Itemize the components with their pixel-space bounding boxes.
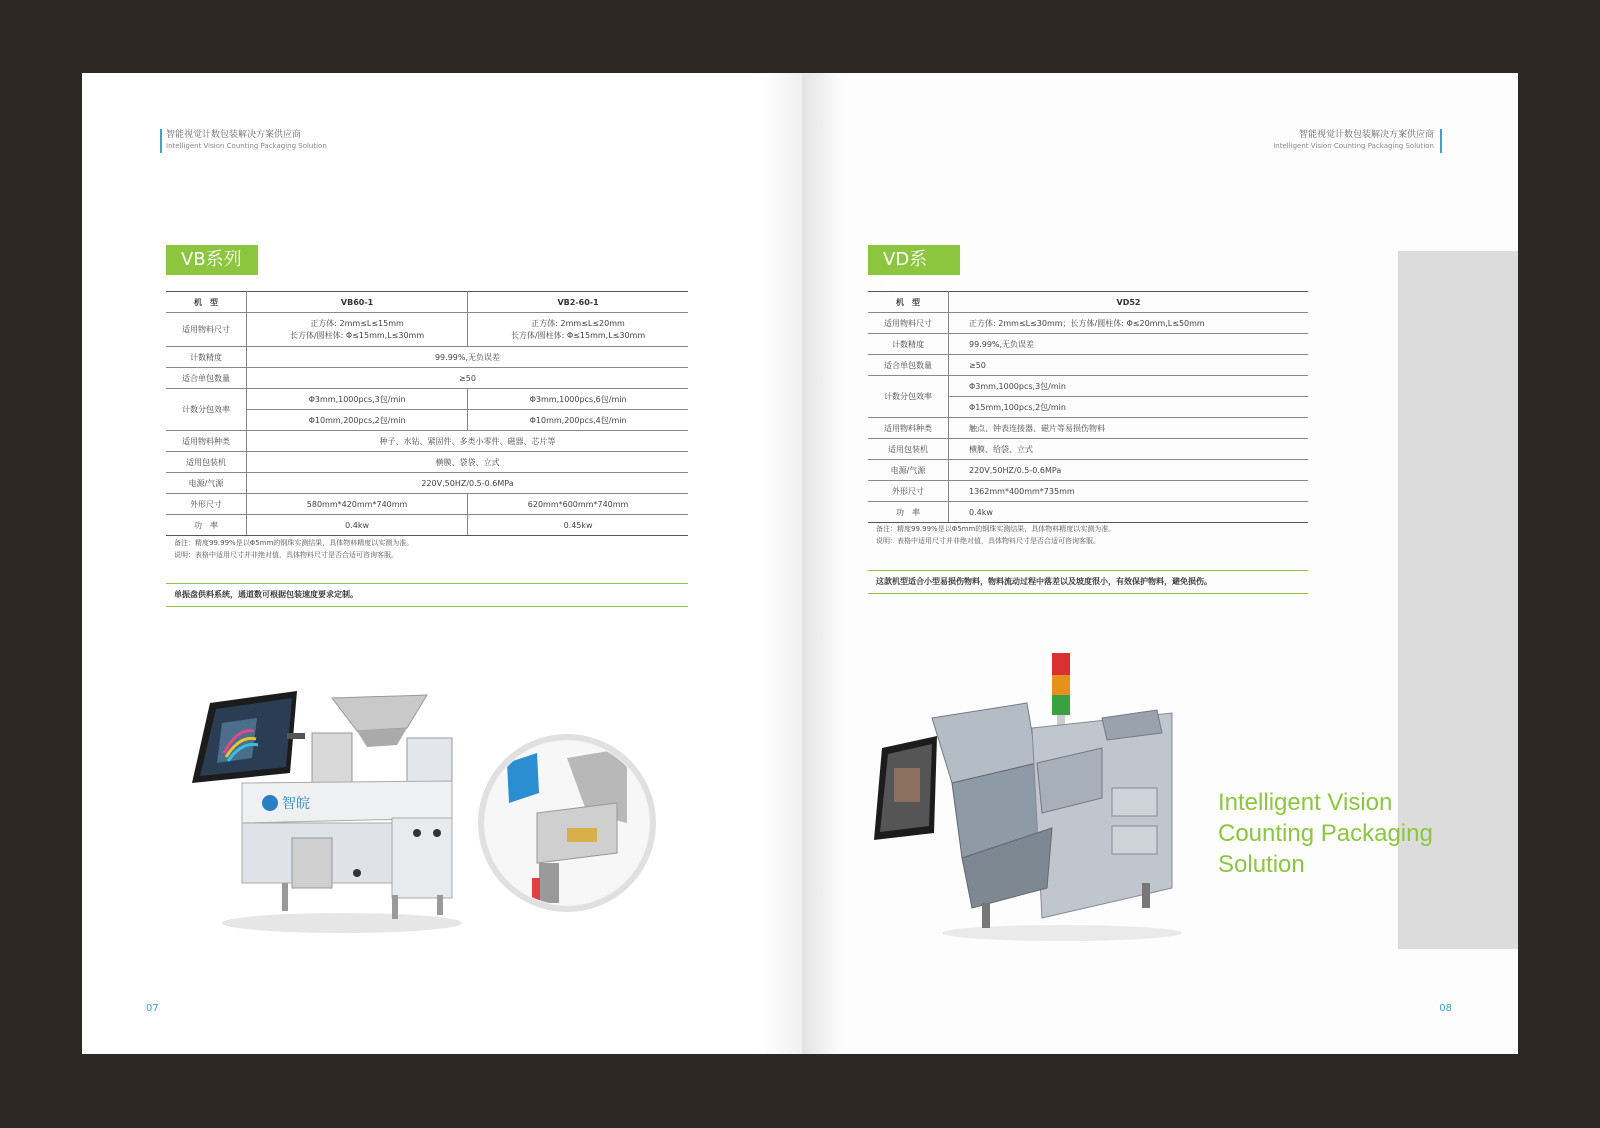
series-title: VB系列	[166, 245, 258, 275]
cell-line: 长方体/圆柱体: Φ≤15mm,L≤30mm	[289, 330, 425, 340]
table-cell: 0.4kw	[247, 515, 468, 536]
slogan-line: Counting Packaging	[1218, 820, 1433, 847]
table-cell: 580mm*420mm*740mm	[247, 494, 468, 515]
table-row	[166, 368, 688, 389]
table-cell	[247, 313, 468, 347]
table-row	[868, 334, 1308, 355]
table-cell: Φ3mm,1000pcs,3包/min	[949, 376, 1309, 397]
header-title-cn: 智能视觉计数包装解决方案供应商	[1298, 130, 1434, 140]
note-line: 说明：表格中适用尺寸并非绝对值，具体物料尺寸是否合适可咨询客服。	[876, 537, 1100, 545]
row-label: 计数分包效率	[166, 389, 247, 431]
table-row	[868, 502, 1308, 523]
note-line: 说明：表格中适用尺寸并非绝对值，具体物料尺寸是否合适可咨询客服。	[174, 551, 398, 559]
header-accent-bar	[160, 129, 162, 153]
cell-line: 正方体: 2mm≤L≤20mm	[531, 318, 625, 328]
table-row	[166, 389, 688, 410]
monitor-screen	[192, 691, 305, 783]
table-row	[166, 515, 688, 536]
spec-table	[868, 291, 1308, 523]
feature-highlight: 这款机型适合小型易损伤物料，物料流动过程中落差以及坡度很小，有效保护物料，避免损伤。	[868, 570, 1308, 594]
cell-line: 正方体: 2mm≤L≤15mm	[310, 318, 404, 328]
row-label: 外形尺寸	[868, 481, 949, 502]
row-label: 适用包装机	[166, 452, 247, 473]
row-label: 适合单包数量	[166, 368, 247, 389]
row-label: 适用物料尺寸	[166, 313, 247, 347]
table-row	[166, 494, 688, 515]
table-cell: 种子、水钻、紧固件、多类小零件、磁器、芯片等	[247, 431, 689, 452]
row-label: 计数分包效率	[868, 376, 949, 418]
table-cell: 横膜、袋袋、立式	[247, 452, 689, 473]
row-label: 适用物料种类	[868, 418, 949, 439]
right-page	[802, 73, 1518, 1054]
page-number: 07	[146, 1003, 159, 1014]
spec-table	[166, 291, 688, 536]
table-row	[166, 473, 688, 494]
slogan-line: Intelligent Vision	[1218, 789, 1393, 816]
table-cell: 0.4kw	[949, 502, 1309, 523]
brand-logo-icon	[262, 795, 278, 811]
table-cell: 0.45kw	[468, 515, 688, 536]
table-cell: 620mm*600mm*740mm	[468, 494, 688, 515]
table-cell: ≥50	[247, 368, 689, 389]
table-cell: 触点、钟表连接器、磁片等易损伤物料	[949, 418, 1309, 439]
detail-circle-image	[477, 733, 657, 913]
table-row	[166, 347, 688, 368]
note-line: 备注：精度99.99%是以Φ5mm的钢珠实测结果，具体物料精度以实测为准。	[876, 525, 1116, 533]
header-accent-bar	[1440, 129, 1442, 153]
row-label: 电源/气源	[166, 473, 247, 494]
table-notes	[174, 537, 413, 561]
table-row	[868, 418, 1308, 439]
slogan-text	[1218, 787, 1433, 880]
table-row	[868, 313, 1308, 334]
table-row	[166, 313, 688, 347]
table-header-cell: VD52	[949, 292, 1309, 313]
table-cell: 220V,50HZ/0.5-0.6MPa	[247, 473, 689, 494]
row-label: 计数精度	[868, 334, 949, 355]
table-cell: 1362mm*400mm*735mm	[949, 481, 1309, 502]
table-header-row	[868, 292, 1308, 313]
series-title: VD系列	[868, 245, 960, 275]
row-label: 适用包装机	[868, 439, 949, 460]
note-line: 备注：精度99.99%是以Φ5mm的钢珠实测结果，具体物料精度以实测为准。	[174, 539, 414, 547]
table-row	[166, 452, 688, 473]
monitor-screen	[874, 736, 937, 840]
page-header	[1273, 129, 1434, 151]
spine-shadow	[762, 73, 802, 1054]
row-label: 外形尺寸	[166, 494, 247, 515]
cell-line: 长方体/圆柱体: Φ≤15mm,L≤30mm	[510, 330, 646, 340]
table-row	[868, 355, 1308, 376]
brand-logo-text: 智皖	[282, 796, 310, 812]
table-cell	[468, 313, 688, 347]
table-header-cell: VB2-60-1	[468, 292, 688, 313]
table-cell: Φ10mm,200pcs,4包/min	[468, 410, 688, 431]
header-title-cn: 智能视觉计数包装解决方案供应商	[166, 130, 302, 140]
table-cell: Φ10mm,200pcs,2包/min	[247, 410, 468, 431]
table-cell: Φ3mm,1000pcs,3包/min	[247, 389, 468, 410]
slogan-line: Solution	[1218, 851, 1305, 878]
table-header-cell: VB60-1	[247, 292, 468, 313]
row-label: 适用物料种类	[166, 431, 247, 452]
table-row	[868, 439, 1308, 460]
left-page	[82, 73, 802, 1054]
table-cell: 正方体: 2mm≤L≤30mm；长方体/圆柱体: Φ≤20mm,L≤50mm	[949, 313, 1309, 334]
table-cell: 99.99%,无负误差	[949, 334, 1309, 355]
vb-machine-image	[182, 683, 482, 943]
table-notes	[876, 523, 1115, 547]
table-cell: 99.99%,无负误差	[247, 347, 689, 368]
page-header	[166, 129, 327, 151]
feature-highlight: 单振盘供料系统，通道数可根据包装速度要求定制。	[166, 583, 688, 607]
table-row	[166, 431, 688, 452]
row-label: 功 率	[166, 515, 247, 536]
table-header-row	[166, 292, 688, 313]
row-label: 适用物料尺寸	[868, 313, 949, 334]
row-label: 适合单包数量	[868, 355, 949, 376]
table-header-cell: 机 型	[166, 292, 247, 313]
table-header-cell: 机 型	[868, 292, 949, 313]
table-cell: Φ3mm,1000pcs,6包/min	[468, 389, 688, 410]
header-title-en: Intelligent Vision Counting Packaging Solution	[1273, 142, 1434, 150]
spine-shadow	[802, 73, 842, 1054]
table-row	[868, 376, 1308, 397]
table-cell: 220V,50HZ/0.5-0.6MPa	[949, 460, 1309, 481]
page-number: 08	[1439, 1003, 1452, 1014]
table-cell: ≥50	[949, 355, 1309, 376]
table-cell: 横膜、给袋、立式	[949, 439, 1309, 460]
table-cell: Φ15mm,100pcs,2包/min	[949, 397, 1309, 418]
row-label: 电源/气源	[868, 460, 949, 481]
row-label: 计数精度	[166, 347, 247, 368]
table-row	[868, 460, 1308, 481]
table-row	[868, 481, 1308, 502]
vd-machine-image	[872, 648, 1212, 948]
row-label: 功 率	[868, 502, 949, 523]
header-title-en: Intelligent Vision Counting Packaging Solution	[166, 142, 327, 150]
